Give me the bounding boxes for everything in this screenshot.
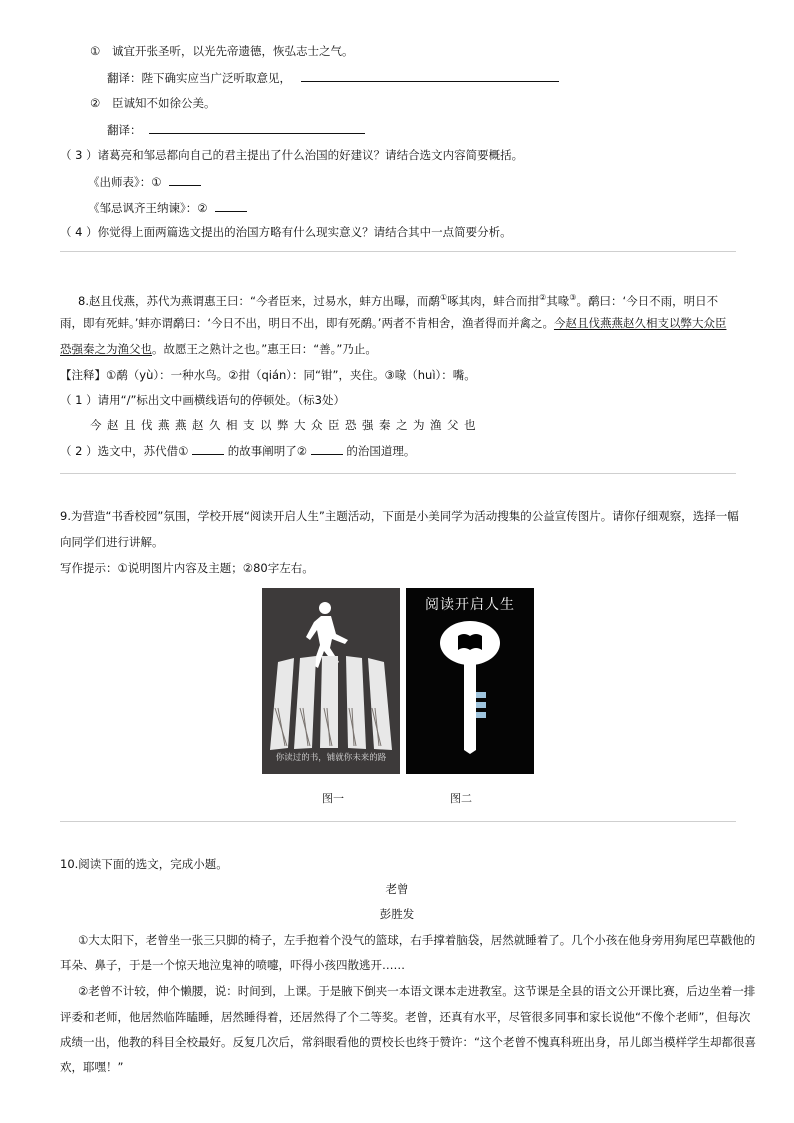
key-book-icon [406,588,534,774]
answer-blank[interactable] [169,173,201,186]
answer-blank[interactable] [192,442,224,455]
item-text: 诚宜开张圣听，以光先帝遗德，恢弘志士之气。 [111,44,354,58]
text: 其喙 [546,293,570,308]
translation-label: 翻译： [107,123,142,137]
book-stripes [270,656,392,750]
answer-label: 《邹忌讽齐王纳谏》：② [88,201,208,215]
q7-item1-translation [107,69,559,86]
q10-intro: 10.阅读下面的选文，完成小题。 [60,857,228,871]
q7-item1 [90,43,353,59]
answer-blank[interactable] [215,199,247,212]
poster-title: 阅读开启人生 [425,597,515,613]
q8-part1: （ 1 ）请用“/”标出文中画横线语句的停顿处。（标3处） [60,393,345,407]
text: 啄其肉，蚌合而拑 [447,293,540,308]
divider [60,821,736,822]
text: （ 2 ）选文中，苏代借① [60,444,189,458]
q8-part1-sentence: 今赵且伐燕燕赵久相支以弊大众臣恐强秦之为渔父也 [90,418,481,432]
q9-prompt-line2: 向同学们进行讲解。 [60,535,164,549]
item-number: ② [90,96,101,110]
figure-caption-2: 图二 [450,792,472,805]
item-text: 臣诚知不如徐公美。 [111,96,216,110]
q8-passage-line1 [78,290,718,309]
q7-part3-answer-b [88,199,247,216]
underlined-text: 恐强秦之为渔父也 [60,342,152,356]
answer-blank[interactable] [311,442,343,455]
q7-part3-answer-a [88,173,201,190]
paragraph-1-line-2: 耳朵、鼻子，于是一个惊天地泣鬼神的喷嚏，吓得小孩四散逃开…… [60,958,405,972]
answer-blank[interactable] [301,69,559,82]
paragraph-2-line-1: ②老曾不计较，伸个懒腰，说：时间到，上课。于是腋下倒夹一本语文课本走进教室。这节课是全县的语文公开课比赛，后边坐着一排 [78,984,756,998]
books-crosswalk-illustration [262,588,400,774]
translation-label: 翻译：陛下确实应当广泛听取意见， [107,71,291,85]
text: 。故愿王之熟计之也。”惠王曰：“善。”乃止。 [152,342,377,356]
q9-prompt-line1: 9.为营造“书香校园”氛围，学校开展“阅读开启人生”主题活动，下面是小美同学为活动搜集的公益宣传图片。请你仔细观察，选择一幅 [60,509,739,523]
q7-part4: （ 4 ）你觉得上面两篇选文提出的治国方略有什么现实意义？请结合其中一点简要分析。 [60,225,512,239]
figure-caption-1: 图一 [322,792,344,805]
footnote-mark: ② [539,293,547,302]
poster-slogan: 你读过的书，铺就你未来的路 [275,753,387,763]
footnote-mark: ③ [569,293,577,302]
article-title: 老曾 [385,882,409,896]
text: 的治国道理。 [346,444,416,458]
q7-item2-translation [107,121,365,138]
q8-part2 [60,442,415,459]
q7-part3: （ 3 ）诸葛亮和邹忌都向自己的君主提出了什么治国的好建议？请结合选文内容简要概括。 [60,148,524,162]
q9-hint: 写作提示：①说明图片内容及主题；②80字左右。 [60,561,314,575]
answer-label: 《出师表》：① [88,175,162,189]
article-author: 彭胜发 [379,907,415,921]
q7-item2 [90,95,215,111]
q8-passage-line2 [60,315,726,331]
underlined-text: 今赵且伐燕燕赵久相支以弊大众臣 [553,316,727,330]
text: 雨，即有死蚌。’蚌亦谓鹬曰：‘今日不出，明日不出，即有死鹬。’两者不肯相舍，渔者得而并禽之。 [60,316,554,330]
divider [60,251,736,252]
paragraph-2-line-4: 欢，耶嘿！” [60,1060,124,1074]
q8-notes: 【注释】①鹬（yù）：一种水鸟。②拑（qián）：同“钳”，夹住。③喙（huì）：嘴。 [60,368,476,382]
divider [60,473,736,474]
paragraph-2-line-2: 评委和老师，他居然临阵瞌睡，居然睡得着，还居然得了个二等奖。老曾，还真有水平，尽管很多同事和家长说他“不像个老师”，但每次 [60,1010,751,1024]
poster-image-2 [406,588,534,774]
footnote-mark: ① [439,293,448,302]
text: 的故事阐明了② [227,444,308,458]
paragraph-1-line-1: ①大太阳下，老曾坐一张三只脚的椅子，左手抱着个没气的篮球，右手撑着脑袋，居然就睡着了。几个小孩在他身旁用狗尾巴草戳他的 [78,933,756,947]
q8-passage-line3 [60,341,377,357]
paragraph-2-line-3: 成绩一出，他教的科目全校最好。反复几次后，常斜眼看他的贾校长也终于赞许：“这个老曾不愧真科班出身，吊儿郎当模样学生却都很喜 [60,1035,756,1049]
text: 。鹬曰：‘今日不雨，明日不 [576,293,719,308]
poster-image-1 [262,588,400,774]
text: 8.赵且伐燕，苏代为燕谓惠王曰：“今者臣来，过易水，蚌方出曝，而鹬 [78,293,440,308]
answer-blank[interactable] [149,121,365,134]
item-number: ① [90,44,101,58]
